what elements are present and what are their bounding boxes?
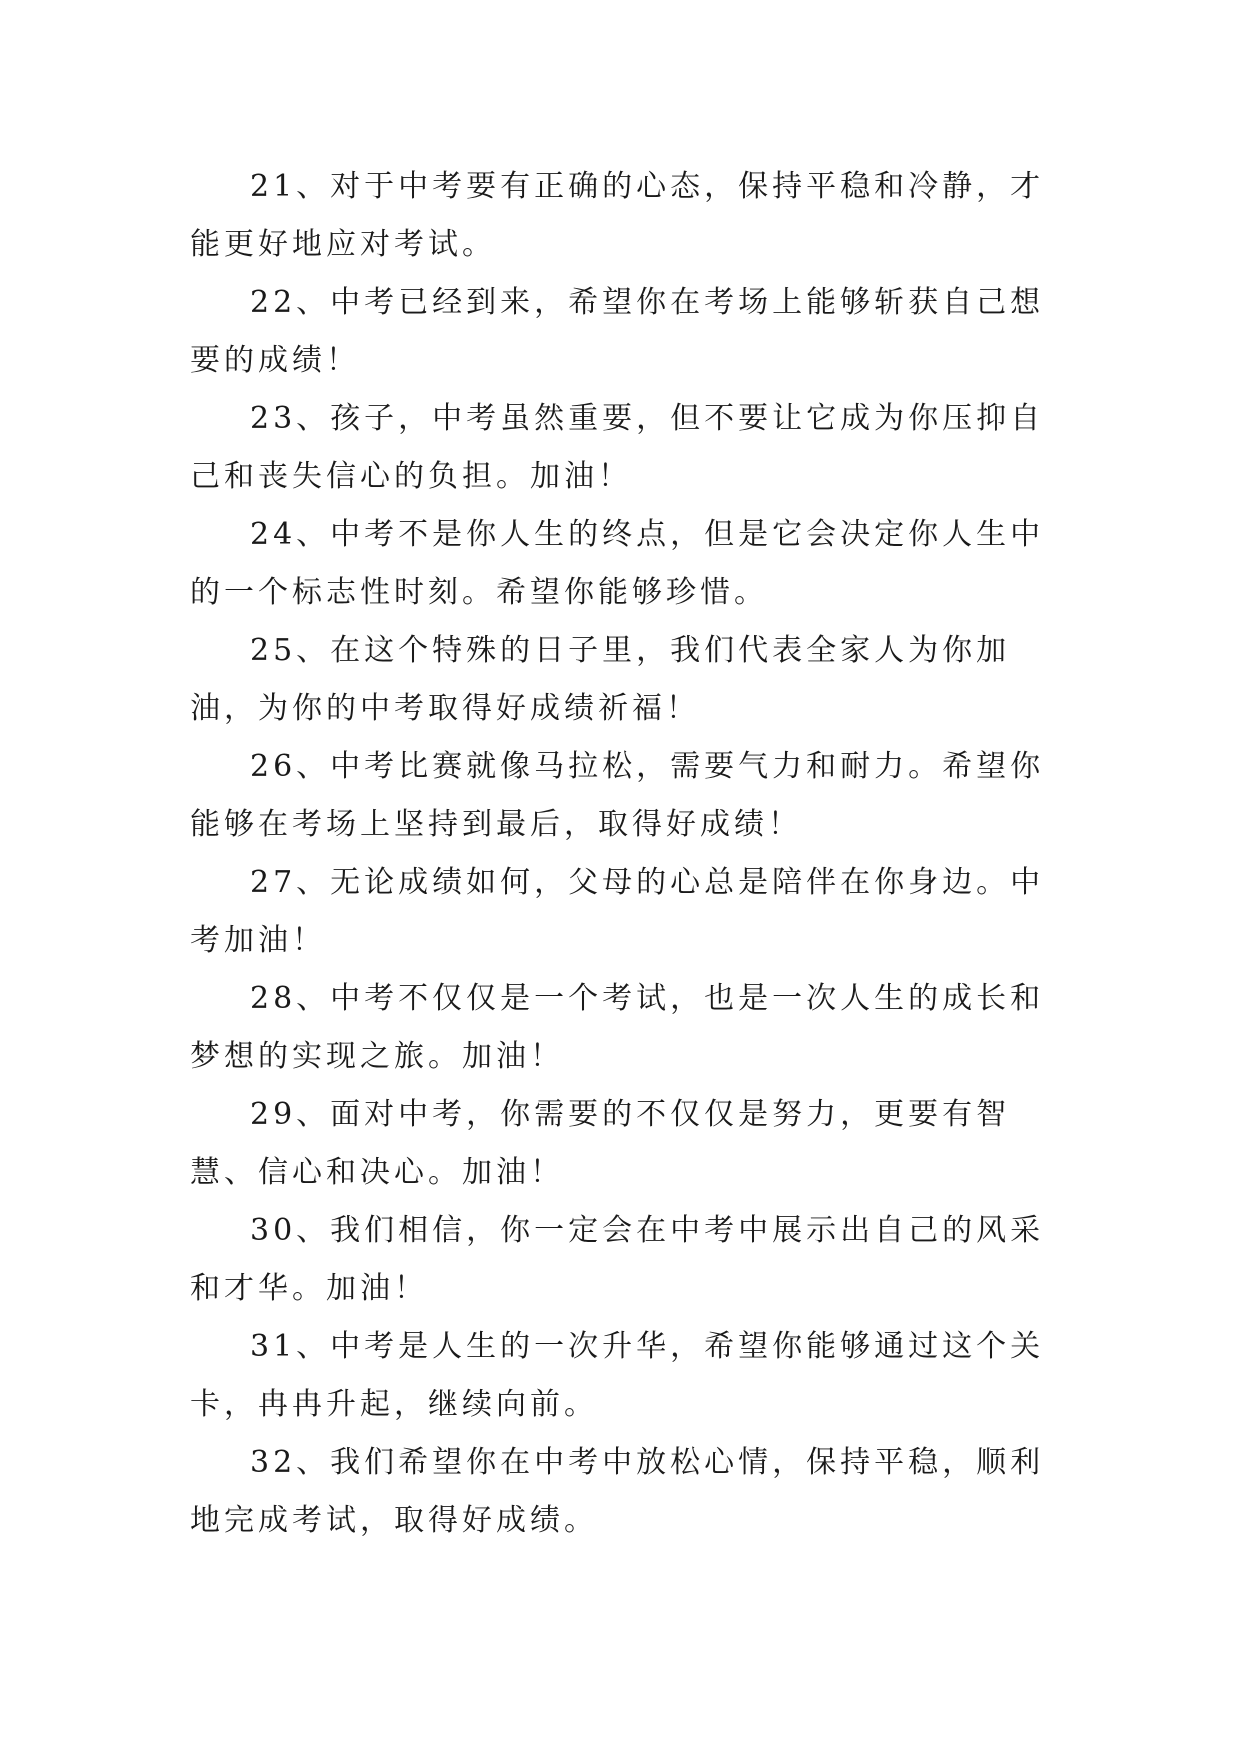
paragraph-24: 24、中考不是你人生的终点，但是它会决定你人生中的一个标志性时刻。希望你能够珍惜。 (190, 517, 1045, 610)
paragraph-23: 23、孩子，中考虽然重要，但不要让它成为你压抑自己和丧失信心的负担。加油！ (190, 401, 1045, 494)
paragraph-28: 28、中考不仅仅是一个考试，也是一次人生的成长和梦想的实现之旅。加油！ (190, 981, 1045, 1074)
paragraph-32: 32、我们希望你在中考中放松心情，保持平稳，顺利地完成考试，取得好成绩。 (190, 1445, 1045, 1538)
paragraph-31: 31、中考是人生的一次升华，希望你能够通过这个关卡，冉冉升起，继续向前。 (190, 1329, 1045, 1422)
document-body (190, 158, 1050, 1550)
paragraph-29: 29、面对中考，你需要的不仅仅是努力，更要有智慧、信心和决心。加油！ (190, 1097, 1011, 1190)
paragraph-25: 25、在这个特殊的日子里，我们代表全家人为你加油，为你的中考取得好成绩祈福！ (190, 633, 1011, 726)
paragraph-30: 30、我们相信，你一定会在中考中展示出自己的风采和才华。加油！ (190, 1213, 1045, 1306)
paragraph-27: 27、无论成绩如何，父母的心总是陪伴在你身边。中考加油！ (190, 865, 1045, 958)
paragraph-21: 21、对于中考要有正确的心态，保持平稳和冷静，才能更好地应对考试。 (190, 169, 1045, 262)
paragraph-26: 26、中考比赛就像马拉松，需要气力和耐力。希望你能够在考场上坚持到最后，取得好成绩！ (190, 749, 1045, 842)
paragraph-22: 22、中考已经到来，希望你在考场上能够斩获自己想要的成绩！ (190, 285, 1045, 378)
